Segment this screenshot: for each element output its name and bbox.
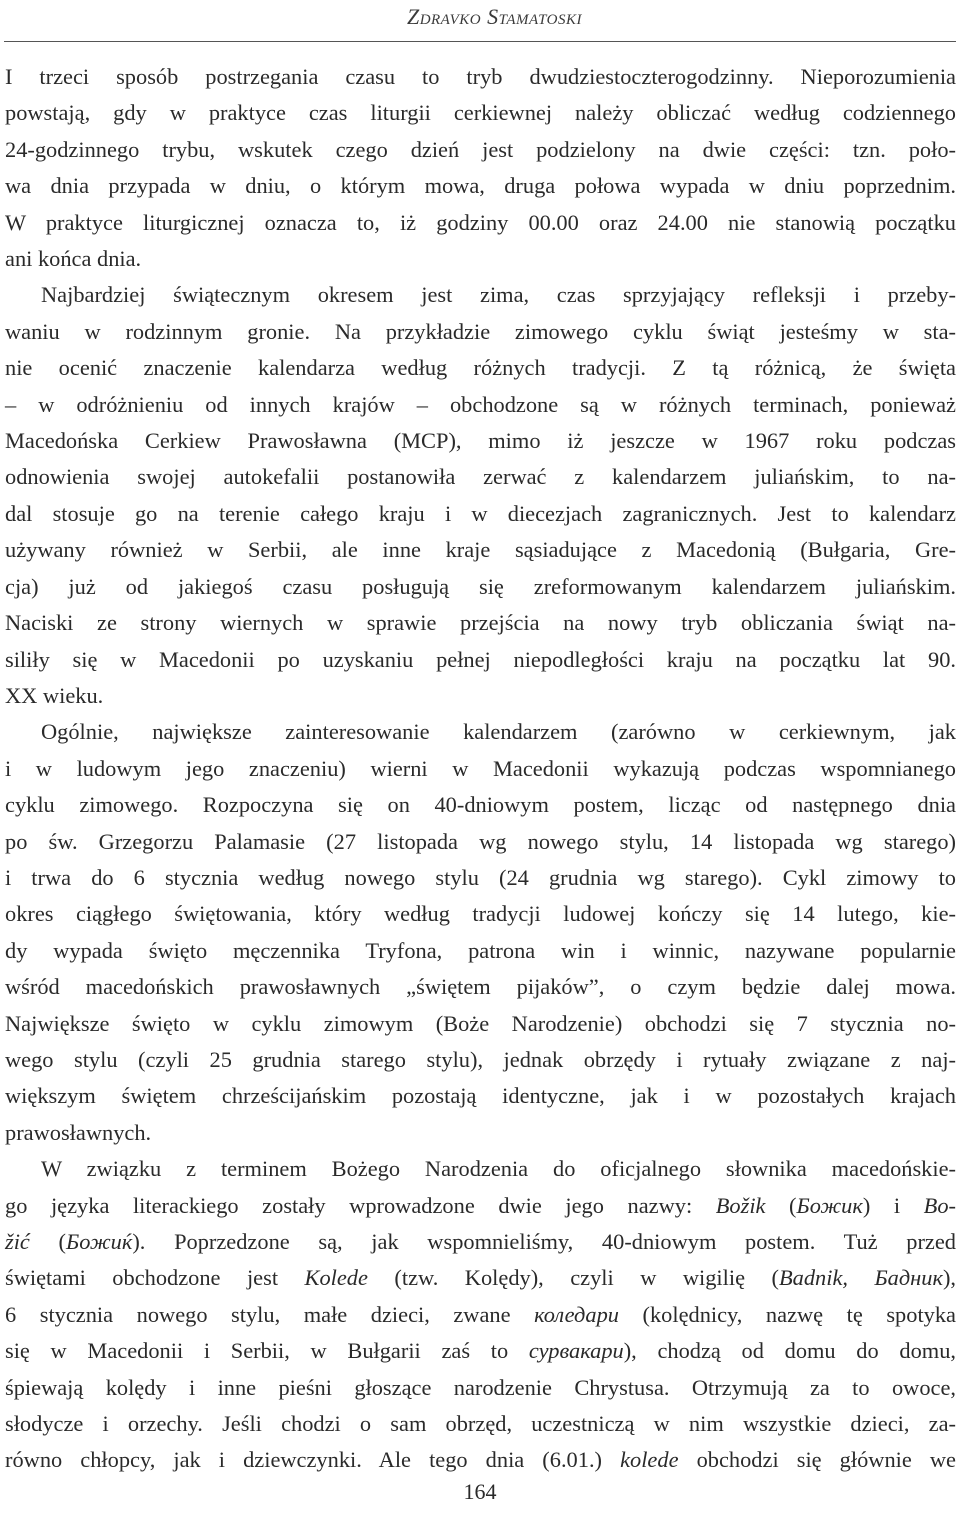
text-run: świętami obchodzone jest	[5, 1265, 305, 1291]
text-run: ), chodzą od domu do domu,	[623, 1338, 956, 1364]
text-line: używany również w Serbii, ale inne kraje sąsiadujące z Macedonią (Bułgaria, Gre-	[5, 537, 956, 563]
text-run: śpiewają kolędy i inne pieśni głoszące narodzenie Chrystusa. Otrzymują za to owoce,	[5, 1374, 956, 1400]
text-run: ),	[942, 1265, 957, 1291]
italic-term: Badnik, Бадник	[778, 1265, 943, 1291]
header-rule	[4, 41, 956, 42]
text-line	[5, 1442, 956, 1478]
text-line	[5, 1188, 956, 1224]
text-line: Ogólnie, największe zainteresowanie kalendarzem (zarówno w cerkiewnym, jak	[41, 719, 956, 745]
text-line: okres ciągłego świętowania, który według tradycji ludowej kończy się 14 lutego, kie-	[5, 901, 956, 927]
text-line: dy wypada święto męczennika Tryfona, patrona win i winnic, nazywane popularnie	[5, 937, 956, 963]
italic-term: Božik	[715, 1192, 766, 1218]
text-run: ) i	[862, 1192, 924, 1218]
text-line: większym świętem chrześcijańskim pozostają identyczne, jak i w pozostałych krajach	[5, 1083, 956, 1109]
paragraph	[5, 714, 956, 1151]
text-run: (	[29, 1229, 66, 1254]
text-line: cyklu zimowego. Rozpoczyna się on 40-dniowym postem, licząc od następnego dnia	[5, 792, 956, 818]
italic-term: žić	[5, 1229, 30, 1254]
text-line: dal stosuje go na terenie całego kraju i w diecezjach zagranicznych. Jest to kalendarz	[5, 500, 956, 526]
text-line	[5, 1297, 956, 1333]
text-line: prawosławnych.	[5, 1119, 152, 1145]
text-line: – w odróżnieniu od innych krajów – obchodzone są w różnych terminach, ponieważ	[5, 391, 956, 417]
text-line	[5, 1260, 956, 1296]
text-line: Naciski ze strony wiernych w sprawie przejścia na nowy tryb obliczania świąt na-	[5, 610, 956, 636]
text-line: nie ocenić znaczenie kalendarza według różnych tradycji. Z tą różnicą, że święta	[5, 355, 956, 381]
text-line: W praktyce liturgicznej oznacza to, iż godziny 00.00 oraz 24.00 nie stanowią początku	[5, 209, 956, 235]
paragraph	[5, 59, 956, 277]
text-run: W związku z terminem Bożego Narodzenia do oficjalnego słownika macedońskie-	[41, 1156, 956, 1182]
italic-term: Bo-	[923, 1192, 957, 1218]
italic-term: kolede	[620, 1447, 679, 1473]
paragraph	[5, 1151, 956, 1479]
text-line: po św. Grzegorzu Palamasie (27 listopada wg nowego stylu, 14 listopada wg starego)	[5, 828, 956, 854]
text-run: (kolędnicy, nazwę tę spotyka	[618, 1301, 957, 1327]
text-line: wego stylu (czyli 25 grudnia starego stylu), jednak obrzędy i rytuały związane z naj-	[5, 1046, 956, 1072]
text-line	[5, 1406, 956, 1442]
italic-term: Божик	[796, 1192, 863, 1218]
text-line: 24-godzinnego trybu, wskutek czego dzień jest podzielony na dwie części: tzn. poło-	[5, 136, 956, 162]
text-run: 6 stycznia nowego stylu, małe dzieci, zwane	[5, 1301, 535, 1327]
text-line: wa dnia przypada w dniu, o którym mowa, druga połowa wypada w dniu poprzednim.	[5, 173, 956, 199]
text-run: słodycze i orzechy. Jeśli chodzi o sam obrzęd, uczestniczą w nim wszystkie dzieci, za-	[5, 1411, 956, 1437]
italic-term: коледари	[534, 1301, 619, 1327]
italic-term: Божиќ	[66, 1229, 133, 1254]
text-line: Najbardziej świątecznym okresem jest zima, czas sprzyjający refleksji i przeby-	[41, 282, 956, 308]
text-line: powstają, gdy w praktyce czas liturgii cerkiewnej należy obliczać według codziennego	[5, 100, 956, 126]
text-line: waniu w rodzinnym gronie. Na przykładzie zimowego cyklu świąt jesteśmy w sta-	[5, 318, 956, 344]
italic-term: сурвакари	[528, 1338, 624, 1364]
text-line: i w ludowym jego znaczeniu) wierni w Macedonii wykazują podczas wspomnianego	[5, 755, 956, 781]
text-line	[5, 1224, 956, 1260]
text-line: wśród macedońskich prawosławnych „świętem pijaków”, o czym będzie dalej mowa.	[5, 974, 956, 1000]
text-line: XX wieku.	[5, 682, 104, 708]
text-line: Największe święto w cyklu zimowym (Boże Narodzenie) obchodzi się 7 stycznia no-	[5, 1010, 956, 1036]
page-number: 164	[463, 1479, 497, 1504]
text-line: odnowienia swojej autokefalii postanowiła zerwać z kalendarzem juliańskim, to na-	[5, 464, 956, 490]
italic-term: Kolede	[304, 1265, 368, 1291]
text-run: ). Poprzedzone są, jak wspomnieliśmy, 40-dniowym postem. Tuż przed	[132, 1229, 956, 1254]
paragraph	[5, 277, 956, 714]
text-line: ani końca dnia.	[5, 246, 142, 272]
text-run: go języka literackiego zostały wprowadzone dwie jego nazwy:	[5, 1192, 716, 1218]
text-line	[5, 1151, 956, 1187]
text-line: cja) już od jakiegoś czasu posługują się zreformowanym kalendarzem juliańskim.	[5, 573, 956, 599]
text-run: się w Macedonii i Serbii, w Bułgarii zaś to	[5, 1338, 529, 1364]
text-line: Macedońska Cerkiew Prawosławna (MCP), mimo iż jeszcze w 1967 roku podczas	[5, 428, 956, 454]
text-line: i trwa do 6 stycznia według nowego stylu (24 grudnia wg starego). Cykl zimowy to	[5, 864, 956, 890]
body-text	[5, 59, 956, 1479]
text-run: (	[765, 1192, 797, 1218]
text-line: I trzeci sposób postrzegania czasu to tryb dwudziestoczterogodzinny. Nieporozumienia	[5, 64, 956, 89]
text-line	[5, 1333, 956, 1369]
text-run: (tzw. Kolędy), czyli w wigilię (	[367, 1265, 779, 1291]
running-header-author: Zdravko Stamatoski	[406, 4, 582, 29]
text-line	[5, 1370, 956, 1406]
text-run: obchodzi się głównie we	[678, 1447, 956, 1473]
text-run: równo chłopcy, jak i dziewczynki. Ale tego dnia (6.01.)	[5, 1447, 621, 1473]
text-line: siliły się w Macedonii po uzyskaniu pełnej niepodległości kraju na początku lat 90.	[5, 646, 956, 672]
